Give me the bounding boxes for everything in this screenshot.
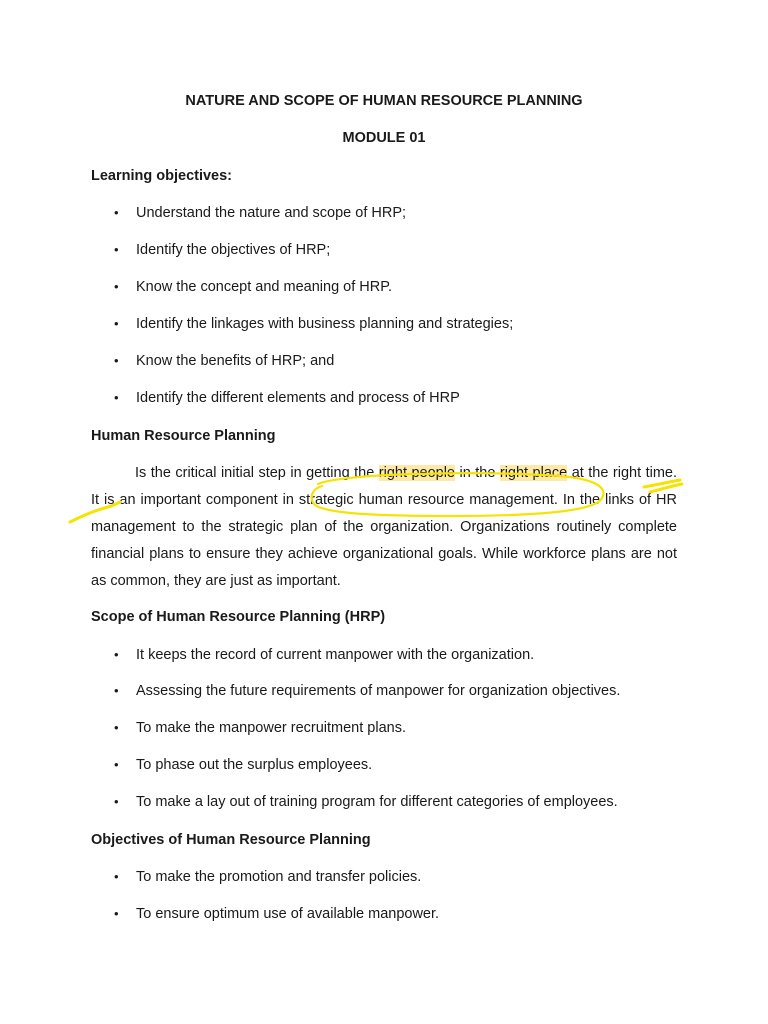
- bullet-icon: •: [114, 647, 119, 662]
- bullet-icon: •: [114, 279, 119, 294]
- bullet-icon: •: [114, 794, 119, 809]
- list-item-text: Identify the different elements and process of HRP: [136, 390, 460, 406]
- list-item: [114, 316, 513, 332]
- module-label: MODULE 01: [342, 130, 426, 146]
- list-item-text: Identify the objectives of HRP;: [136, 242, 331, 258]
- paragraph-text: at the right time. It is an important component in strategic human resource management. In the links of HR management to the strategic plan of the organization. Organizations routinely complete financial plans to ensure they achieve organizational goals. While workforce plans are not as common, they are just as important.: [91, 465, 678, 589]
- bullet-icon: •: [114, 316, 119, 331]
- list-item: [114, 683, 620, 699]
- objectives-heading: Objectives of Human Resource Planning: [91, 832, 371, 848]
- bullet-icon: •: [114, 242, 119, 257]
- hrp-heading: Human Resource Planning: [91, 428, 276, 444]
- list-item-text: To ensure optimum use of available manpower.: [136, 906, 440, 922]
- list-item: [114, 794, 618, 810]
- list-item: [114, 390, 460, 406]
- hrp-paragraph: [91, 460, 677, 595]
- list-item: [114, 869, 421, 885]
- list-item: [114, 279, 392, 295]
- bullet-icon: •: [114, 353, 119, 368]
- list-item-text: To make a lay out of training program for different categories of employees.: [136, 794, 618, 810]
- list-item: [114, 647, 534, 663]
- bullet-icon: •: [114, 906, 119, 921]
- bullet-icon: •: [114, 683, 119, 698]
- learning-objectives-heading: Learning objectives:: [91, 168, 233, 184]
- list-item-text: To phase out the surplus employees.: [136, 757, 373, 773]
- list-item-text: Assessing the future requirements of manpower for organization objectives.: [136, 683, 621, 699]
- bullet-icon: •: [114, 720, 119, 735]
- list-item-text: Identify the linkages with business planning and strategies;: [136, 316, 514, 332]
- highlighted-text: right place: [499, 465, 568, 481]
- paragraph-text: in the: [455, 465, 500, 481]
- list-item: [114, 906, 439, 922]
- paragraph-text: Is the critical initial step in getting the: [135, 465, 379, 481]
- list-item-text: Know the benefits of HRP; and: [136, 353, 335, 369]
- list-item-text: To make the manpower recruitment plans.: [136, 720, 406, 736]
- bullet-icon: •: [114, 869, 119, 884]
- scope-heading: Scope of Human Resource Planning (HRP): [91, 609, 386, 625]
- list-item: [114, 353, 334, 369]
- bullet-icon: •: [114, 757, 119, 772]
- list-item: [114, 720, 406, 736]
- list-item-text: Understand the nature and scope of HRP;: [136, 205, 407, 221]
- list-item-text: To make the promotion and transfer policies.: [136, 869, 422, 885]
- document-title: NATURE AND SCOPE OF HUMAN RESOURCE PLANNING: [185, 93, 583, 109]
- bullet-icon: •: [114, 390, 119, 405]
- list-item: [114, 757, 372, 773]
- bullet-icon: •: [114, 205, 119, 220]
- list-item: [114, 242, 330, 258]
- list-item: [114, 205, 406, 221]
- list-item-text: Know the concept and meaning of HRP.: [136, 279, 393, 295]
- list-item-text: It keeps the record of current manpower with the organization.: [136, 647, 535, 663]
- highlighted-text: right people: [378, 465, 455, 481]
